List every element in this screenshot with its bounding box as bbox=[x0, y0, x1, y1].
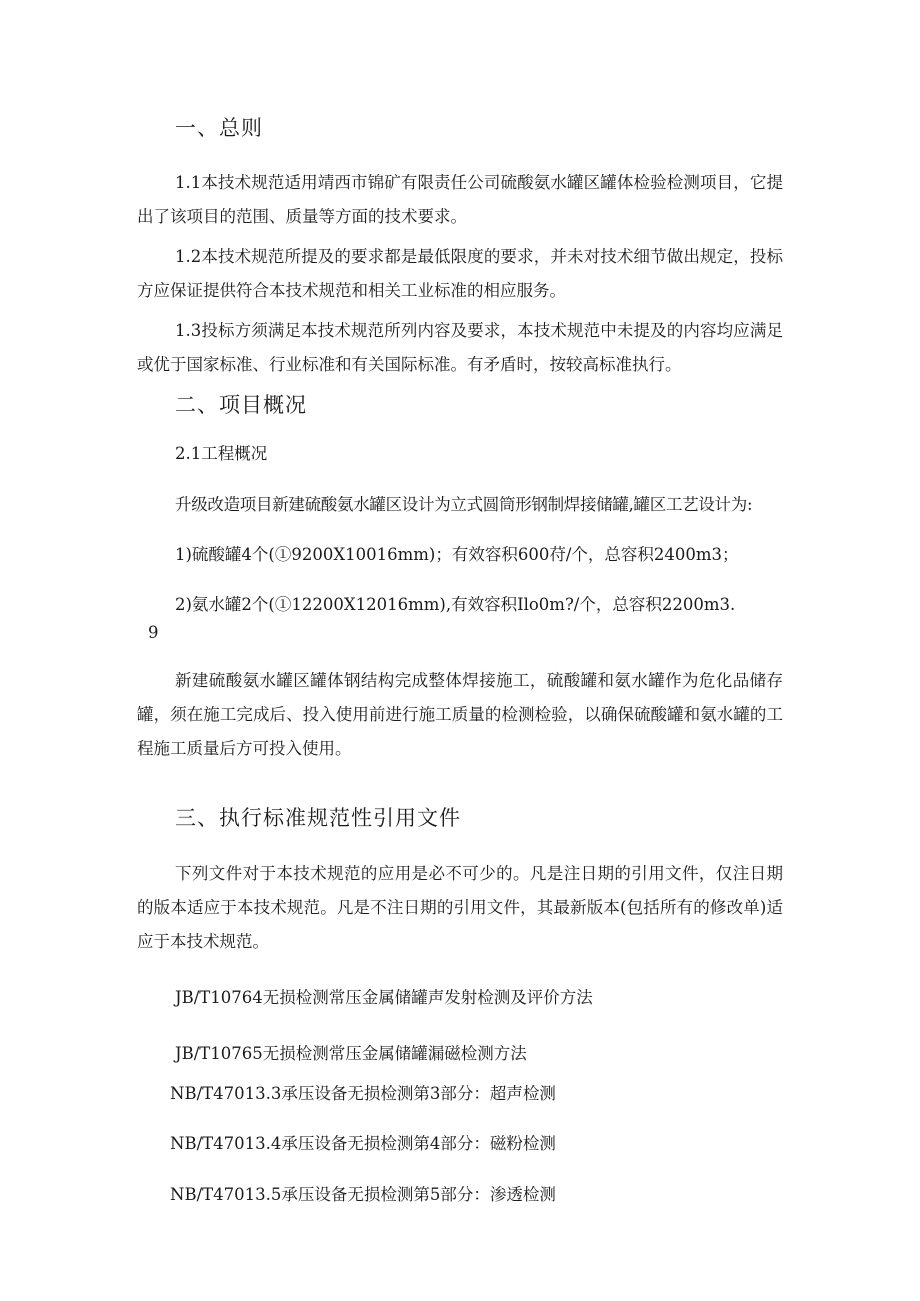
reference-item: NB/T47013.3承压设备无损检测第3部分：超声检测 bbox=[170, 1084, 556, 1103]
project-intro-line: 升级改造项目新建硫酸氨水罐区设计为立式圆筒形钢制焊接储罐,罐区工艺设计为: bbox=[175, 495, 753, 514]
reference-item: NB/T47013.4承压设备无损检测第4部分：磁粉检测 bbox=[170, 1134, 556, 1153]
reference-item: JB/T10765无损检测常压金属储罐漏磁检测方法 bbox=[175, 1044, 527, 1063]
subsection-2-1-title: 2.1工程概况 bbox=[175, 444, 268, 463]
ammonia-tank-item-tail: 9 bbox=[148, 623, 159, 642]
reference-item: JB/T10764无损检测常压金属储罐声发射检测及评价方法 bbox=[175, 988, 593, 1007]
paragraph-1-2: 1.2本技术规范所提及的要求都是最低限度的要求，并未对技术细节做出规定，投标方应保证提供符合本技术规范和相关工业标准的相应服务。 bbox=[137, 247, 783, 300]
ammonia-tank-item: 2)氨水罐2个(①12200X12016mm),有效容积Ilo0m?/个，总容积2200m3. bbox=[175, 595, 736, 614]
section-1-heading: 一、总则 bbox=[175, 116, 263, 140]
section-2-heading: 二、项目概况 bbox=[175, 393, 307, 417]
paragraph-1-3: 1.3投标方须满足本技术规范所列内容及要求，本技术规范中未提及的内容均应满足或优于国家标准、行业标准和有关国际标准。有矛盾时，按较高标准执行。 bbox=[137, 321, 783, 374]
construction-paragraph: 新建硫酸氨水罐区罐体钢结构完成整体焊接施工，硫酸罐和氨水罐作为危化品储存罐，须在施工完成后、投入使用前进行施工质量的检测检验，以确保硫酸罐和氨水罐的工程施工质量后方可投入使用。 bbox=[137, 671, 783, 758]
sulfuric-tank-item: 1)硫酸罐4个(①9200X10016mm)；有效容积600苻/个，总容积2400m3； bbox=[175, 545, 739, 564]
standards-intro-paragraph: 下列文件对于本技术规范的应用是必不可少的。凡是注日期的引用文件，仅注日期的版本适应于本技术规范。凡是不注日期的引用文件，其最新版本(包括所有的修改单)适应于本技术规范。 bbox=[137, 864, 783, 951]
section-3-heading: 三、执行标准规范性引用文件 bbox=[175, 806, 461, 830]
reference-item: NB/T47013.5承压设备无损检测第5部分：渗透检测 bbox=[170, 1185, 556, 1204]
paragraph-1-1: 1.1本技术规范适用靖西市锦矿有限责任公司硫酸氨水罐区罐体检验检测项目，它提出了该项目的范围、质量等方面的技术要求。 bbox=[137, 173, 783, 226]
